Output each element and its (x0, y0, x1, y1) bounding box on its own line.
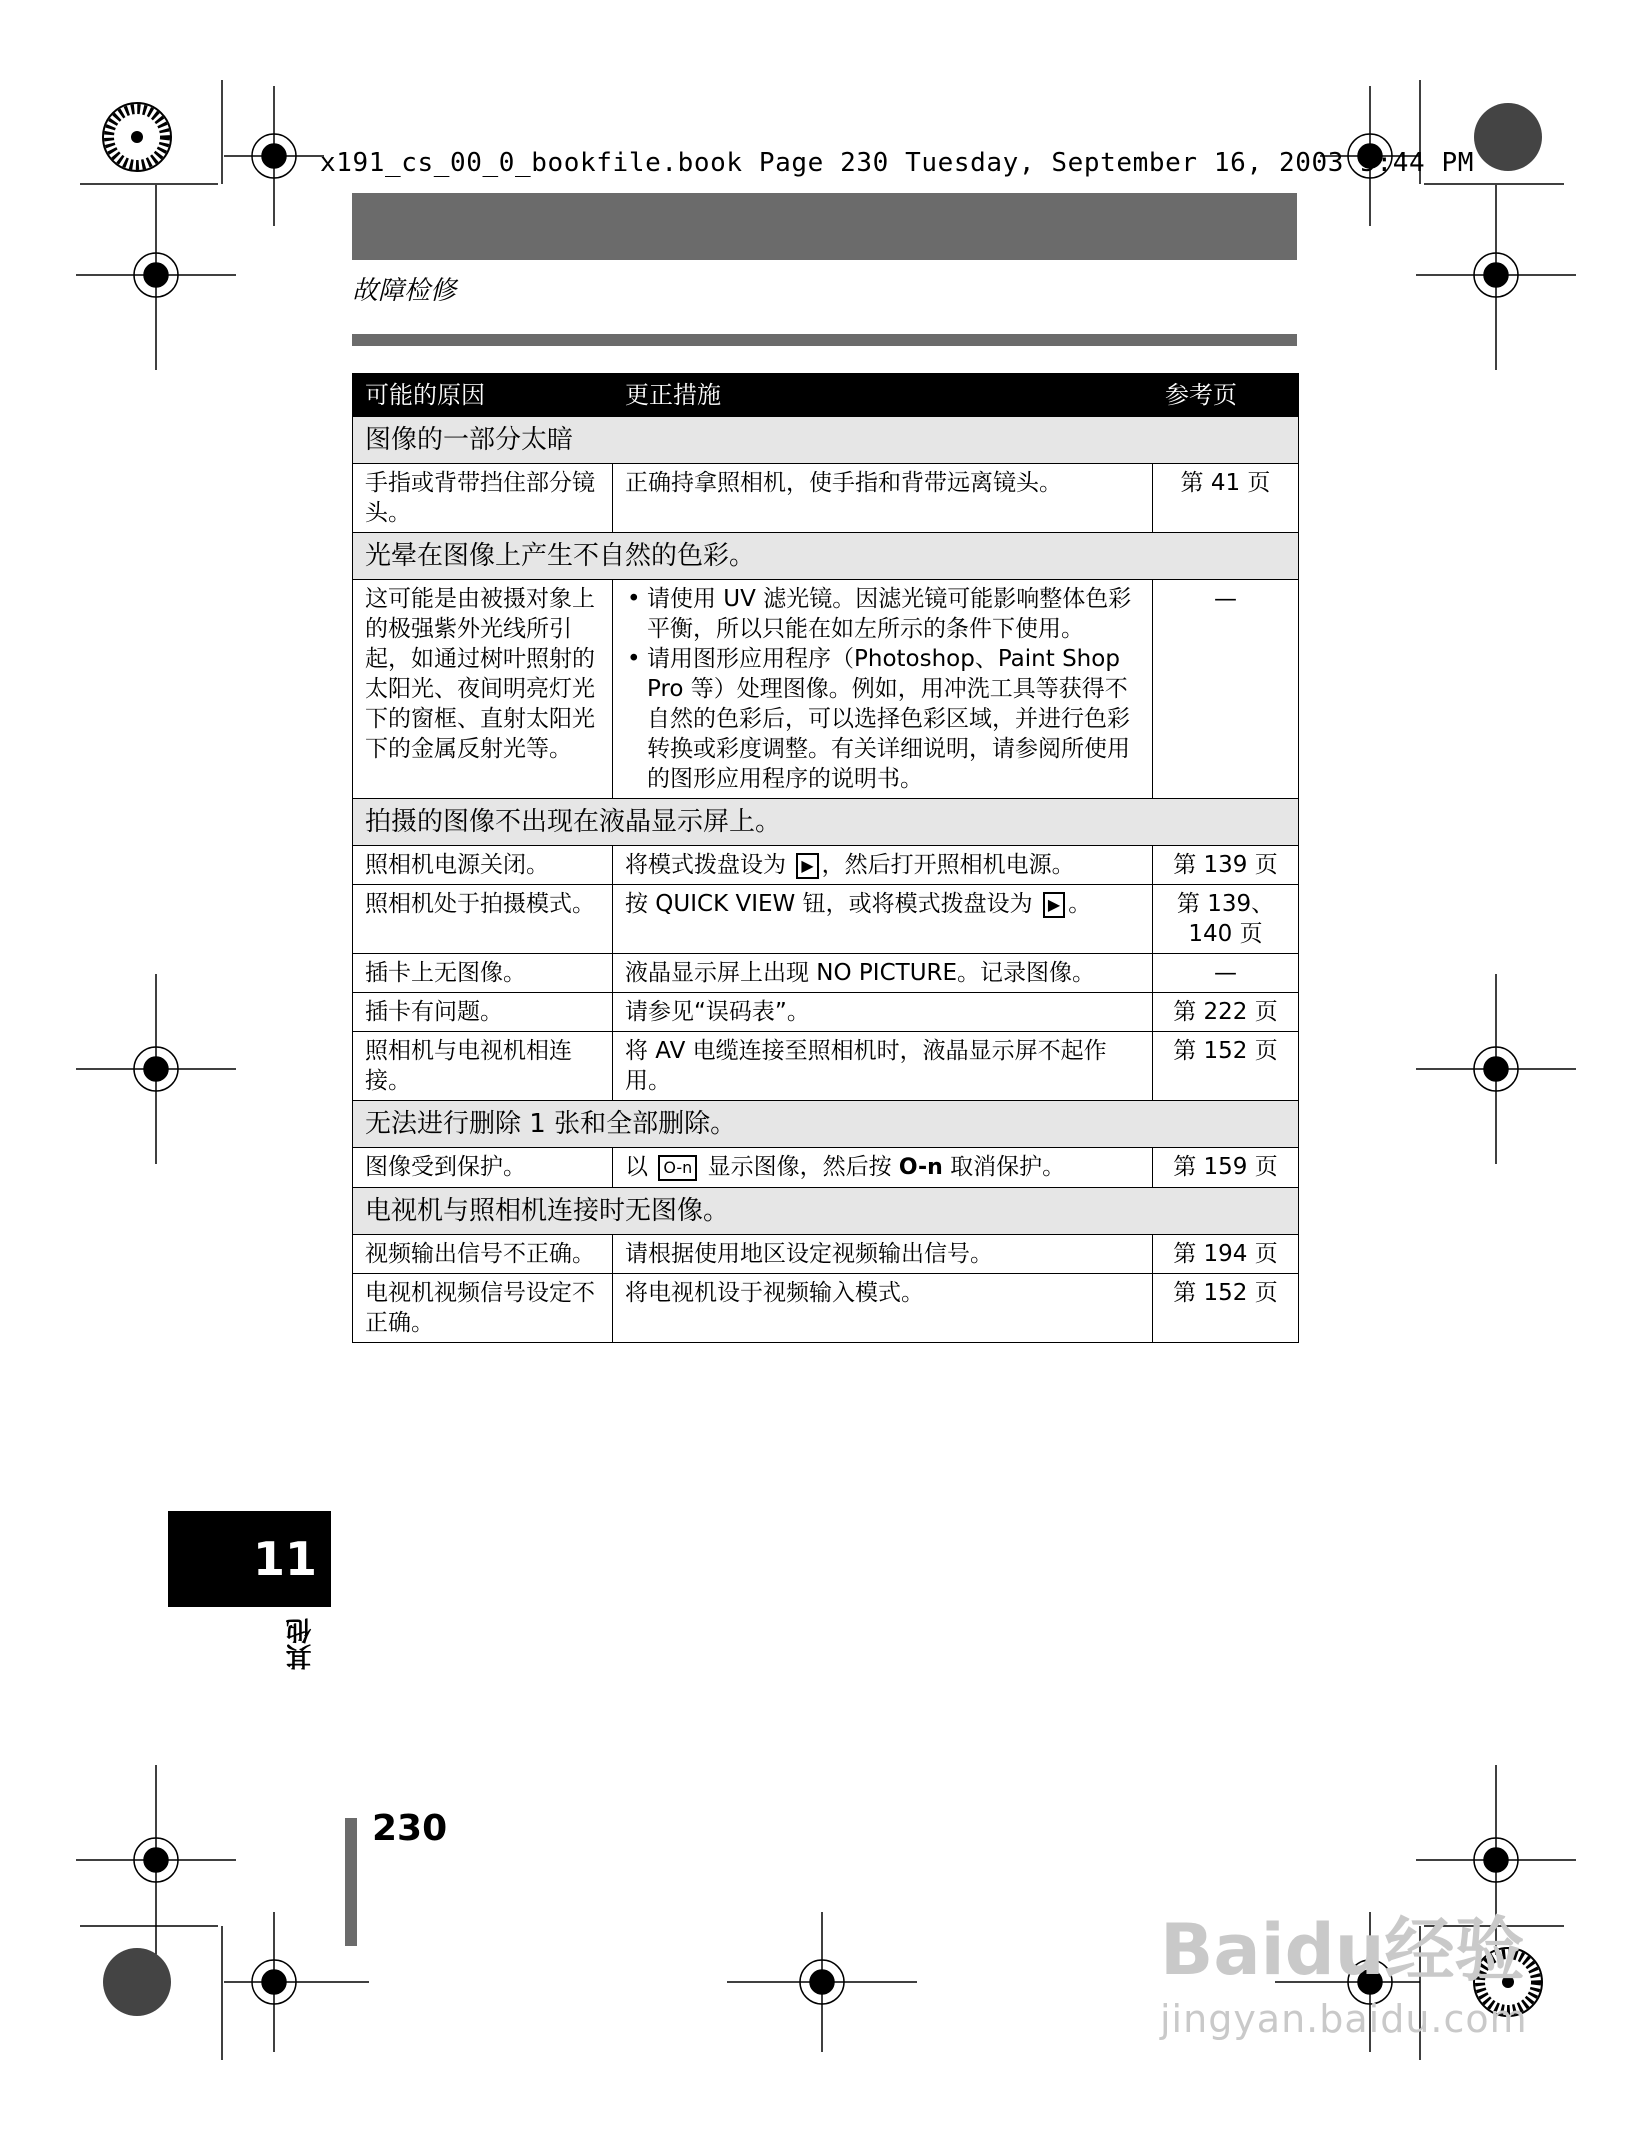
header-cause: 可能的原因 (353, 374, 613, 417)
chapter-number-tab: 11 (168, 1511, 331, 1607)
group-title: 无法进行删除 1 张和全部删除。 (353, 1101, 1299, 1148)
group-row (353, 1188, 1299, 1235)
cause-cell: 照相机与电视机相连接。 (353, 1032, 613, 1101)
fix-text: 以 (625, 1154, 648, 1180)
watermark-url: jingyan.baidu.com (1160, 1997, 1528, 2041)
group-title: 电视机与照相机连接时无图像。 (353, 1188, 1299, 1235)
table-row (353, 464, 1299, 533)
table-row (353, 954, 1299, 993)
fix-bullet-list (625, 584, 1140, 794)
cause-cell: 手指或背带挡住部分镜头。 (353, 464, 613, 533)
table-row (353, 885, 1299, 954)
cause-cell: 电视机视频信号设定不正确。 (353, 1274, 613, 1343)
troubleshooting-table (352, 373, 1299, 1343)
cause-cell: 照相机电源关闭。 (353, 846, 613, 885)
fix-cell: 液晶显示屏上出现 NO PICTURE。记录图像。 (613, 954, 1153, 993)
fix-text: 取消保护。 (950, 1154, 1066, 1180)
table-row (353, 1274, 1299, 1343)
play-mode-icon: ▶ (796, 853, 818, 879)
cause-cell: 图像受到保护。 (353, 1148, 613, 1188)
table-row (353, 993, 1299, 1032)
cause-cell: 这可能是由被摄对象上的极强紫外光线所引起，如通过树叶照射的太阳光、夜间明亮灯光下的窗框、直射太阳光下的金属反射光等。 (353, 580, 613, 799)
cause-cell: 视频输出信号不正确。 (353, 1235, 613, 1274)
table-header-row (353, 374, 1299, 417)
ref-cell: — (1153, 954, 1299, 993)
fix-text: ，然后打开照相机电源。 (821, 852, 1075, 878)
fix-text: 按 QUICK VIEW 钮，或将模式拨盘设为 (625, 891, 1033, 917)
fix-bullet: • 请使用 UV 滤光镜。因滤光镜可能影响整体色彩平衡，所以只能在如左所示的条件下使用。 (625, 584, 1140, 644)
group-row (353, 1101, 1299, 1148)
starburst-mark-tr (1474, 103, 1542, 171)
fix-cell: 请根据使用地区设定视频输出信号。 (613, 1235, 1153, 1274)
section-title: 故障检修 (352, 276, 457, 306)
ref-cell: 第 139、140 页 (1153, 885, 1299, 954)
group-row (353, 533, 1299, 580)
group-title: 拍摄的图像不出现在液晶显示屏上。 (353, 799, 1299, 846)
protect-key-icon: O-n (658, 1155, 697, 1181)
ref-cell: 第 222 页 (1153, 993, 1299, 1032)
group-title: 光晕在图像上产生不自然的色彩。 (353, 533, 1299, 580)
table-row (353, 580, 1299, 799)
section-rule (352, 334, 1297, 346)
top-band (352, 193, 1297, 260)
header-fix: 更正措施 (613, 374, 1153, 417)
fix-cell: 将 AV 电缆连接至照相机时，液晶显示屏不起作用。 (613, 1032, 1153, 1101)
ref-cell: 第 159 页 (1153, 1148, 1299, 1188)
ref-cell: 第 152 页 (1153, 1032, 1299, 1101)
ref-cell: 第 152 页 (1153, 1274, 1299, 1343)
watermark-main: Baidu经验 (1160, 1909, 1525, 1991)
fix-cell: 将电视机设于视频输入模式。 (613, 1274, 1153, 1343)
ref-cell: — (1153, 580, 1299, 799)
page-number-bar (345, 1818, 357, 1946)
fix-text: 将模式拨盘设为 (625, 852, 786, 878)
group-title: 图像的一部分太暗 (353, 417, 1299, 464)
fix-cell (613, 885, 1153, 954)
table-row (353, 1032, 1299, 1101)
fix-cell (613, 846, 1153, 885)
starburst-mark-tl (103, 103, 171, 171)
chapter-label: 其他 (286, 1618, 316, 1670)
play-mode-icon: ▶ (1043, 892, 1065, 918)
fix-text: 显示图像，然后按 (707, 1154, 892, 1180)
table-row (353, 846, 1299, 885)
baidu-watermark (1160, 1909, 1580, 2075)
header-ref: 参考页 (1153, 374, 1299, 417)
fix-cell (613, 580, 1153, 799)
ref-cell: 第 41 页 (1153, 464, 1299, 533)
book-header-line: x191_cs_00_0_bookfile.book Page 230 Tuesday, September 16, 2003 5:44 PM (320, 148, 1474, 178)
fix-text: 。 (1068, 891, 1092, 917)
cause-cell: 插卡上无图像。 (353, 954, 613, 993)
fix-bullet: • 请用图形应用程序（Photoshop、Paint Shop Pro 等）处理图像。例如，用冲洗工具等获得不自然的色彩后，可以选择色彩区域，并进行色彩转换或彩度调整。有关详细说明，请参阅所使用的图形应用程序的说明书。 (625, 644, 1140, 794)
group-row (353, 417, 1299, 464)
cause-cell: 照相机处于拍摄模式。 (353, 885, 613, 954)
fix-cell: 请参见“误码表”。 (613, 993, 1153, 1032)
starburst-mark-bl (103, 1948, 171, 2016)
group-row (353, 799, 1299, 846)
ref-cell: 第 139 页 (1153, 846, 1299, 885)
protect-key-icon: O-n (898, 1155, 943, 1180)
ref-cell: 第 194 页 (1153, 1235, 1299, 1274)
table-row (353, 1148, 1299, 1188)
cause-cell: 插卡有问题。 (353, 993, 613, 1032)
page-number: 230 (372, 1808, 448, 1849)
fix-cell (613, 1148, 1153, 1188)
table-row (353, 1235, 1299, 1274)
fix-cell: 正确持拿照相机，使手指和背带远离镜头。 (613, 464, 1153, 533)
